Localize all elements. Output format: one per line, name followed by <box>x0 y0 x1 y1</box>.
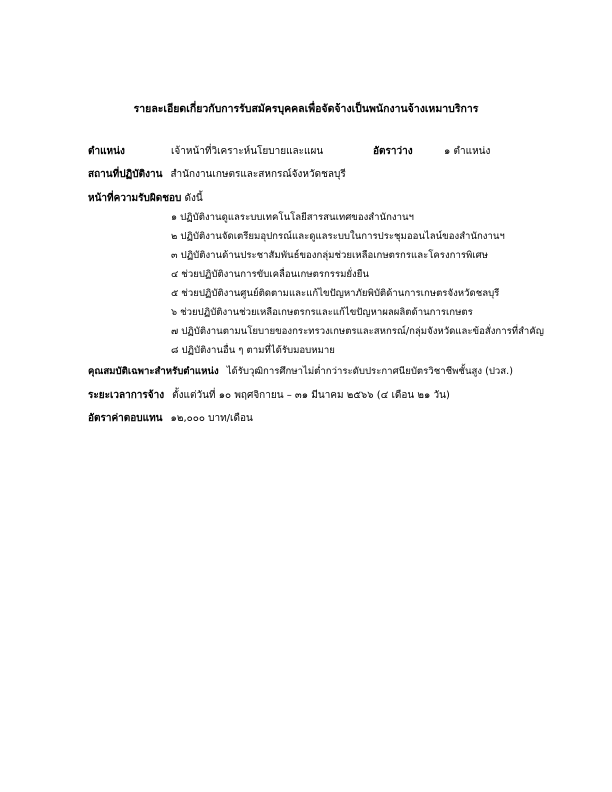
qualification-value: ได้รับวุฒิการศึกษาไม่ต่ำกว่าระดับประกาศนียบัตรวิชาชีพชั้นสูง (ปวส.) <box>226 366 513 377</box>
duties-heading <box>88 191 203 206</box>
document-title: รายละเอียดเกี่ยวกับการรับสมัครบุคคลเพื่อจัดจ้างเป็นพนักงานจ้างเหมาบริการ <box>133 103 479 115</box>
duties-label: หน้าที่ความรับผิดชอบ <box>88 193 182 204</box>
workplace-row <box>88 167 346 182</box>
qualification-label: คุณสมบัติเฉพาะสำหรับตำแหน่ง <box>88 366 219 377</box>
duty-item: ๕ ช่วยปฏิบัติงานศูนย์ติดตามและแก้ไขปัญหาภัยพิบัติด้านการเกษตรจังหวัดชลบุรี <box>171 288 500 299</box>
vacancy-label: อัตราว่าง <box>373 146 413 157</box>
pay-row <box>88 411 253 426</box>
pay-value: ๑๒,๐๐๐ บาท/เดือน <box>170 413 253 424</box>
duty-item: ๔ ช่วยปฏิบัติงานการขับเคลื่อนเกษตรกรรมยั่งยืน <box>171 269 369 280</box>
period-row <box>88 388 450 403</box>
position-label: ตำแหน่ง <box>88 146 125 157</box>
duty-item: ๘ ปฏิบัติงานอื่น ๆ ตามที่ได้รับมอบหมาย <box>171 345 335 356</box>
duties-suffix: ดังนี้ <box>184 193 203 204</box>
duty-item: ๓ ปฏิบัติงานด้านประชาสัมพันธ์ของกลุ่มช่วยเหลือเกษตรกรและโครงการพิเศษ <box>171 250 489 261</box>
duty-item: ๗ ปฏิบัติงานตามนโยบายของกระทรวงเกษตรและสหกรณ์/กลุ่มจังหวัดและข้อสั่งการที่สำคัญ <box>171 326 544 337</box>
period-value: ตั้งแต่วันที่ ๑๐ พฤศจิกายน – ๓๑ มีนาคม ๒๕๖๖ (๔ เดือน ๒๑ วัน) <box>172 390 450 401</box>
period-label: ระยะเวลาการจ้าง <box>88 390 165 401</box>
qualification-row <box>88 364 513 379</box>
duty-item: ๑ ปฏิบัติงานดูแลระบบเทคโนโลยีสารสนเทศของสำนักงานฯ <box>171 212 414 223</box>
workplace-label: สถานที่ปฏิบัติงาน <box>88 169 163 180</box>
pay-label: อัตราค่าตอบแทน <box>88 413 163 424</box>
duty-item: ๖ ช่วยปฏิบัติงานช่วยเหลือเกษตรกรและแก้ไขปัญหาผลผลิตด้านการเกษตร <box>171 307 473 318</box>
workplace-value: สำนักงานเกษตรและสหกรณ์จังหวัดชลบุรี <box>170 169 346 180</box>
vacancy-value: ๑ ตำแหน่ง <box>444 146 491 157</box>
vacancy-label-wrap <box>373 144 413 159</box>
duty-item: ๒ ปฏิบัติงานจัดเตรียมอุปกรณ์และดูแลระบบในการประชุมออนไลน์ของสำนักงานฯ <box>171 231 505 242</box>
position-row <box>88 144 125 159</box>
position-value: เจ้าหน้าที่วิเคราะห์นโยบายและแผน <box>171 146 324 157</box>
